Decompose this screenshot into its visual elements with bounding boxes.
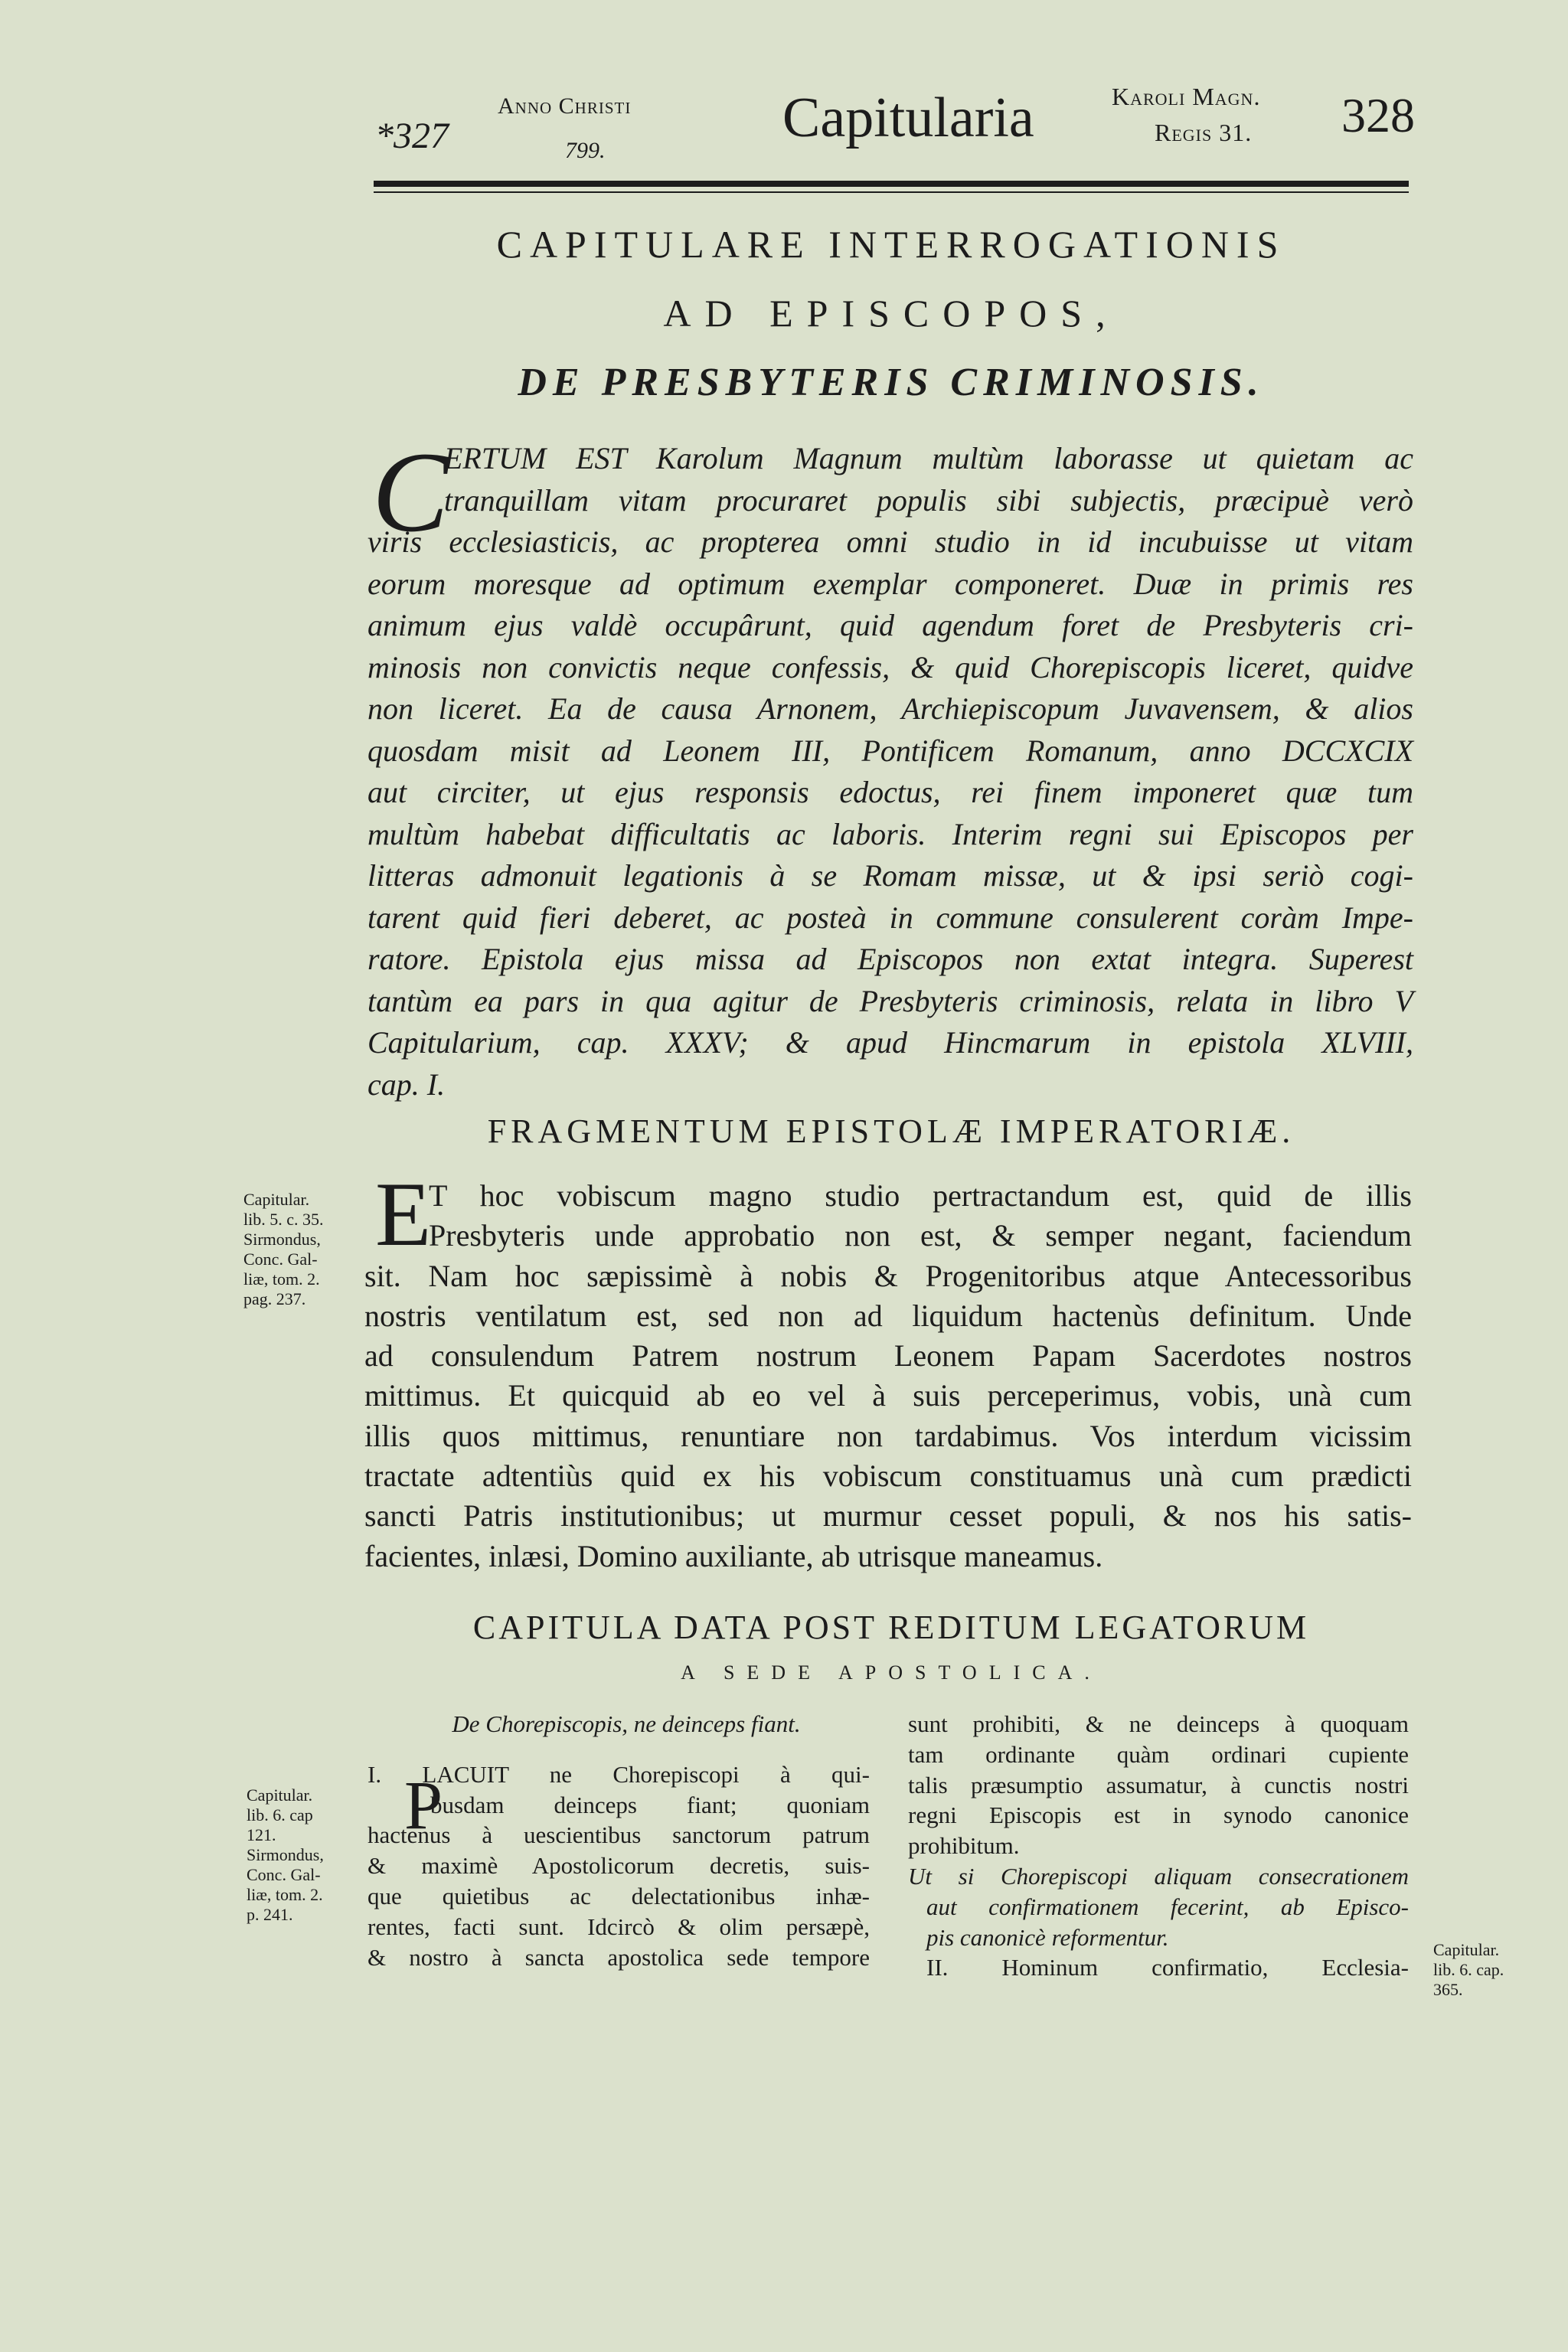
intro-line: tarent quid fieri deberet, ac posteà in commune consulerent coràm Impe- xyxy=(368,900,1413,935)
capitula-subtitle: A SEDE APOSTOLICA. xyxy=(681,1661,1102,1684)
margin-note-line: Capitular. xyxy=(247,1785,313,1805)
intro-line: ERTUM EST Karolum Magnum multùm laborasse ut quietam ac xyxy=(444,441,1413,475)
page-number-left: *327 xyxy=(375,116,449,156)
fragmentum-line: facientes, inlæsi, Domino auxiliante, ab utrisque maneamus. xyxy=(364,1538,1103,1573)
drop-cap-c: C xyxy=(372,429,449,556)
intro-line: litteras admonuit legationis à se Romam missæ, ut & ipsi seriò cogi- xyxy=(368,858,1413,893)
margin-note-line: liæ, tom. 2. xyxy=(243,1269,320,1289)
section-title-line1: CAPITULARE INTERROGATIONIS xyxy=(496,223,1286,266)
drop-cap-e: E xyxy=(375,1163,432,1265)
left-column-line: hactenus à uescientibus sanctorum patrum xyxy=(368,1821,870,1849)
section-title-line3: DE PRESBYTERIS CRIMINOSIS. xyxy=(518,361,1265,404)
fragmentum-line: Presbyteris unde approbatio non est, & semper negant, faciendum xyxy=(429,1218,1412,1253)
intro-line: Capitularium, cap. XXXV; & apud Hincmarum in epistola XLVIII, xyxy=(368,1025,1413,1060)
header-rule-thick xyxy=(374,181,1409,187)
margin-note-line: p. 241. xyxy=(247,1905,293,1924)
margin-note-line: Conc. Gal- xyxy=(247,1865,321,1884)
intro-line: tranquillam vitam procuraret populis sibi subjectis, præcipuè verò xyxy=(444,482,1413,518)
right-column-line: regni Episcopis est in synodo canonice xyxy=(908,1802,1409,1829)
intro-paragraph xyxy=(368,438,1413,1106)
intro-line: quosdam misit ad Leonem III, Pontificem Romanum, anno DCCXCIX xyxy=(368,733,1413,768)
section-title-line2: AD EPISCOPOS, xyxy=(663,292,1119,335)
margin-note-left xyxy=(247,1785,324,1925)
left-column-line: & nostro à sancta apostolica sede tempore xyxy=(368,1943,870,1971)
margin-note-line: Capitular. xyxy=(243,1190,310,1209)
fragmentum-line: mittimus. Et quicquid ab eo vel à suis perceperimus, vobis, unà cum xyxy=(364,1378,1412,1413)
right-column-line: talis præsumptio assumatur, à cunctis nostri xyxy=(908,1771,1409,1798)
intro-line: tantùm ea pars in qua agitur de Presbyteris criminosis, relata in libro V xyxy=(368,983,1413,1018)
intro-line: ratore. Epistola ejus missa ad Episcopos non extat integra. Superest xyxy=(368,942,1413,976)
right-column-heading-line: Ut si Chorepiscopi aliquam consecrationem xyxy=(908,1862,1409,1890)
left-column-line: rentes, facti sunt. Idcircò & olim persæpè, xyxy=(368,1913,870,1940)
margin-note-line: lib. 6. cap. xyxy=(1433,1960,1504,1979)
capitula-title: CAPITULA DATA POST REDITUM LEGATORUM xyxy=(472,1609,1310,1646)
margin-note-line: lib. 5. c. 35. xyxy=(243,1210,324,1229)
intro-line: minosis non convictis neque confessis, & quid Chorepiscopis liceret, quidve xyxy=(368,649,1413,684)
left-column-line: busdam deinceps fiant; quoniam xyxy=(430,1791,870,1818)
fragmentum-line: ad consulendum Patrem nostrum Leonem Papam Sacerdotes nostros xyxy=(364,1338,1412,1374)
fragmentum-line: tractate adtentiùs quid ex his vobiscum constituamus unà cum prædicti xyxy=(364,1459,1412,1494)
margin-note-line: liæ, tom. 2. xyxy=(247,1885,323,1904)
margin-note-line: 121. xyxy=(247,1825,276,1844)
fragmentum-line: T hoc vobiscum magno studio pertractandum est, quid de illis xyxy=(429,1178,1412,1213)
left-column-heading: De Chorepiscopis, ne deinceps fiant. xyxy=(452,1710,801,1737)
fragmentum-paragraph xyxy=(364,1176,1412,1576)
fragmentum-line: sit. Nam hoc sæpissimè à nobis & Progenitoribus atque Antecessoribus xyxy=(364,1258,1412,1293)
margin-note-right xyxy=(1433,1940,1504,2000)
left-column-line: que quietibus ac delectationibus inhæ- xyxy=(368,1882,870,1909)
margin-note-line: Capitular. xyxy=(1433,1940,1500,1959)
header-rule-thin xyxy=(374,191,1409,193)
margin-note-fragmentum xyxy=(243,1190,324,1309)
header-year: 799. xyxy=(565,138,606,163)
intro-line: multùm habebat difficultatis ac laboris. Interim regni sui Episcopos per xyxy=(368,816,1413,851)
margin-note-line: Conc. Gal- xyxy=(243,1250,318,1269)
capitula-left-column xyxy=(368,1709,870,1972)
fragmentum-line: illis quos mittimus, renuntiare non tardabimus. Vos interdum vicissim xyxy=(364,1418,1412,1453)
header-karoli: Karoli Magn. xyxy=(1112,83,1261,110)
left-column-line: & maximè Apostolicorum decretis, suis- xyxy=(368,1852,870,1880)
left-column-line: I. LACUIT ne Chorepiscopi à qui- xyxy=(368,1760,870,1788)
header-regis: Regis 31. xyxy=(1155,119,1253,146)
margin-note-line: Sirmondus, xyxy=(243,1230,321,1249)
right-column-heading-line: pis canonicè reformentur. xyxy=(926,1923,1169,1951)
drop-cap-p: P xyxy=(404,1768,443,1844)
right-column-line: tam ordinante quàm ordinari cupiente xyxy=(908,1740,1409,1768)
intro-line: non liceret. Ea de causa Arnonem, Archiepiscopum Juvavensem, & alios xyxy=(368,691,1413,726)
intro-line: cap. I. xyxy=(368,1067,446,1102)
intro-line: aut circiter, ut ejus responsis edoctus, rei finem imponeret quæ tum xyxy=(368,775,1413,809)
running-title: Capitularia xyxy=(782,87,1034,149)
margin-note-line: 365. xyxy=(1433,1980,1463,1999)
fragmentum-title: FRAGMENTUM EPISTOLÆ IMPERATORIÆ. xyxy=(487,1112,1295,1150)
fragmentum-line: nostris ventilatum est, sed non ad liquidum hactenùs definitum. Unde xyxy=(364,1298,1412,1333)
margin-note-line: lib. 6. cap xyxy=(247,1805,313,1824)
margin-note-line: pag. 237. xyxy=(243,1289,306,1308)
fragmentum-line: sancti Patris institutionibus; ut murmur cesset populi, & nos his satis- xyxy=(364,1498,1412,1534)
header-anno: Anno Christi xyxy=(498,93,632,119)
page-number-right: 328 xyxy=(1341,88,1415,142)
intro-line: eorum moresque ad optimum exemplar componeret. Duæ in primis res xyxy=(368,566,1413,601)
right-column-heading-line: aut confirmationem fecerint, ab Episco- xyxy=(926,1893,1409,1920)
intro-line: animum ejus valdè occupârunt, quid agendum foret de Presbyteris cri- xyxy=(368,608,1413,642)
right-column-line: sunt prohibiti, & ne deinceps à quoquam xyxy=(908,1710,1409,1737)
right-column-line: prohibitum. xyxy=(908,1832,1020,1860)
margin-note-line: Sirmondus, xyxy=(247,1845,324,1864)
intro-line: viris ecclesiasticis, ac propterea omni studio in id incubuisse ut vitam xyxy=(368,524,1413,559)
capitula-right-column xyxy=(908,1709,1409,1983)
right-column-line: II. Hominum confirmatio, Ecclesia- xyxy=(926,1954,1409,1981)
